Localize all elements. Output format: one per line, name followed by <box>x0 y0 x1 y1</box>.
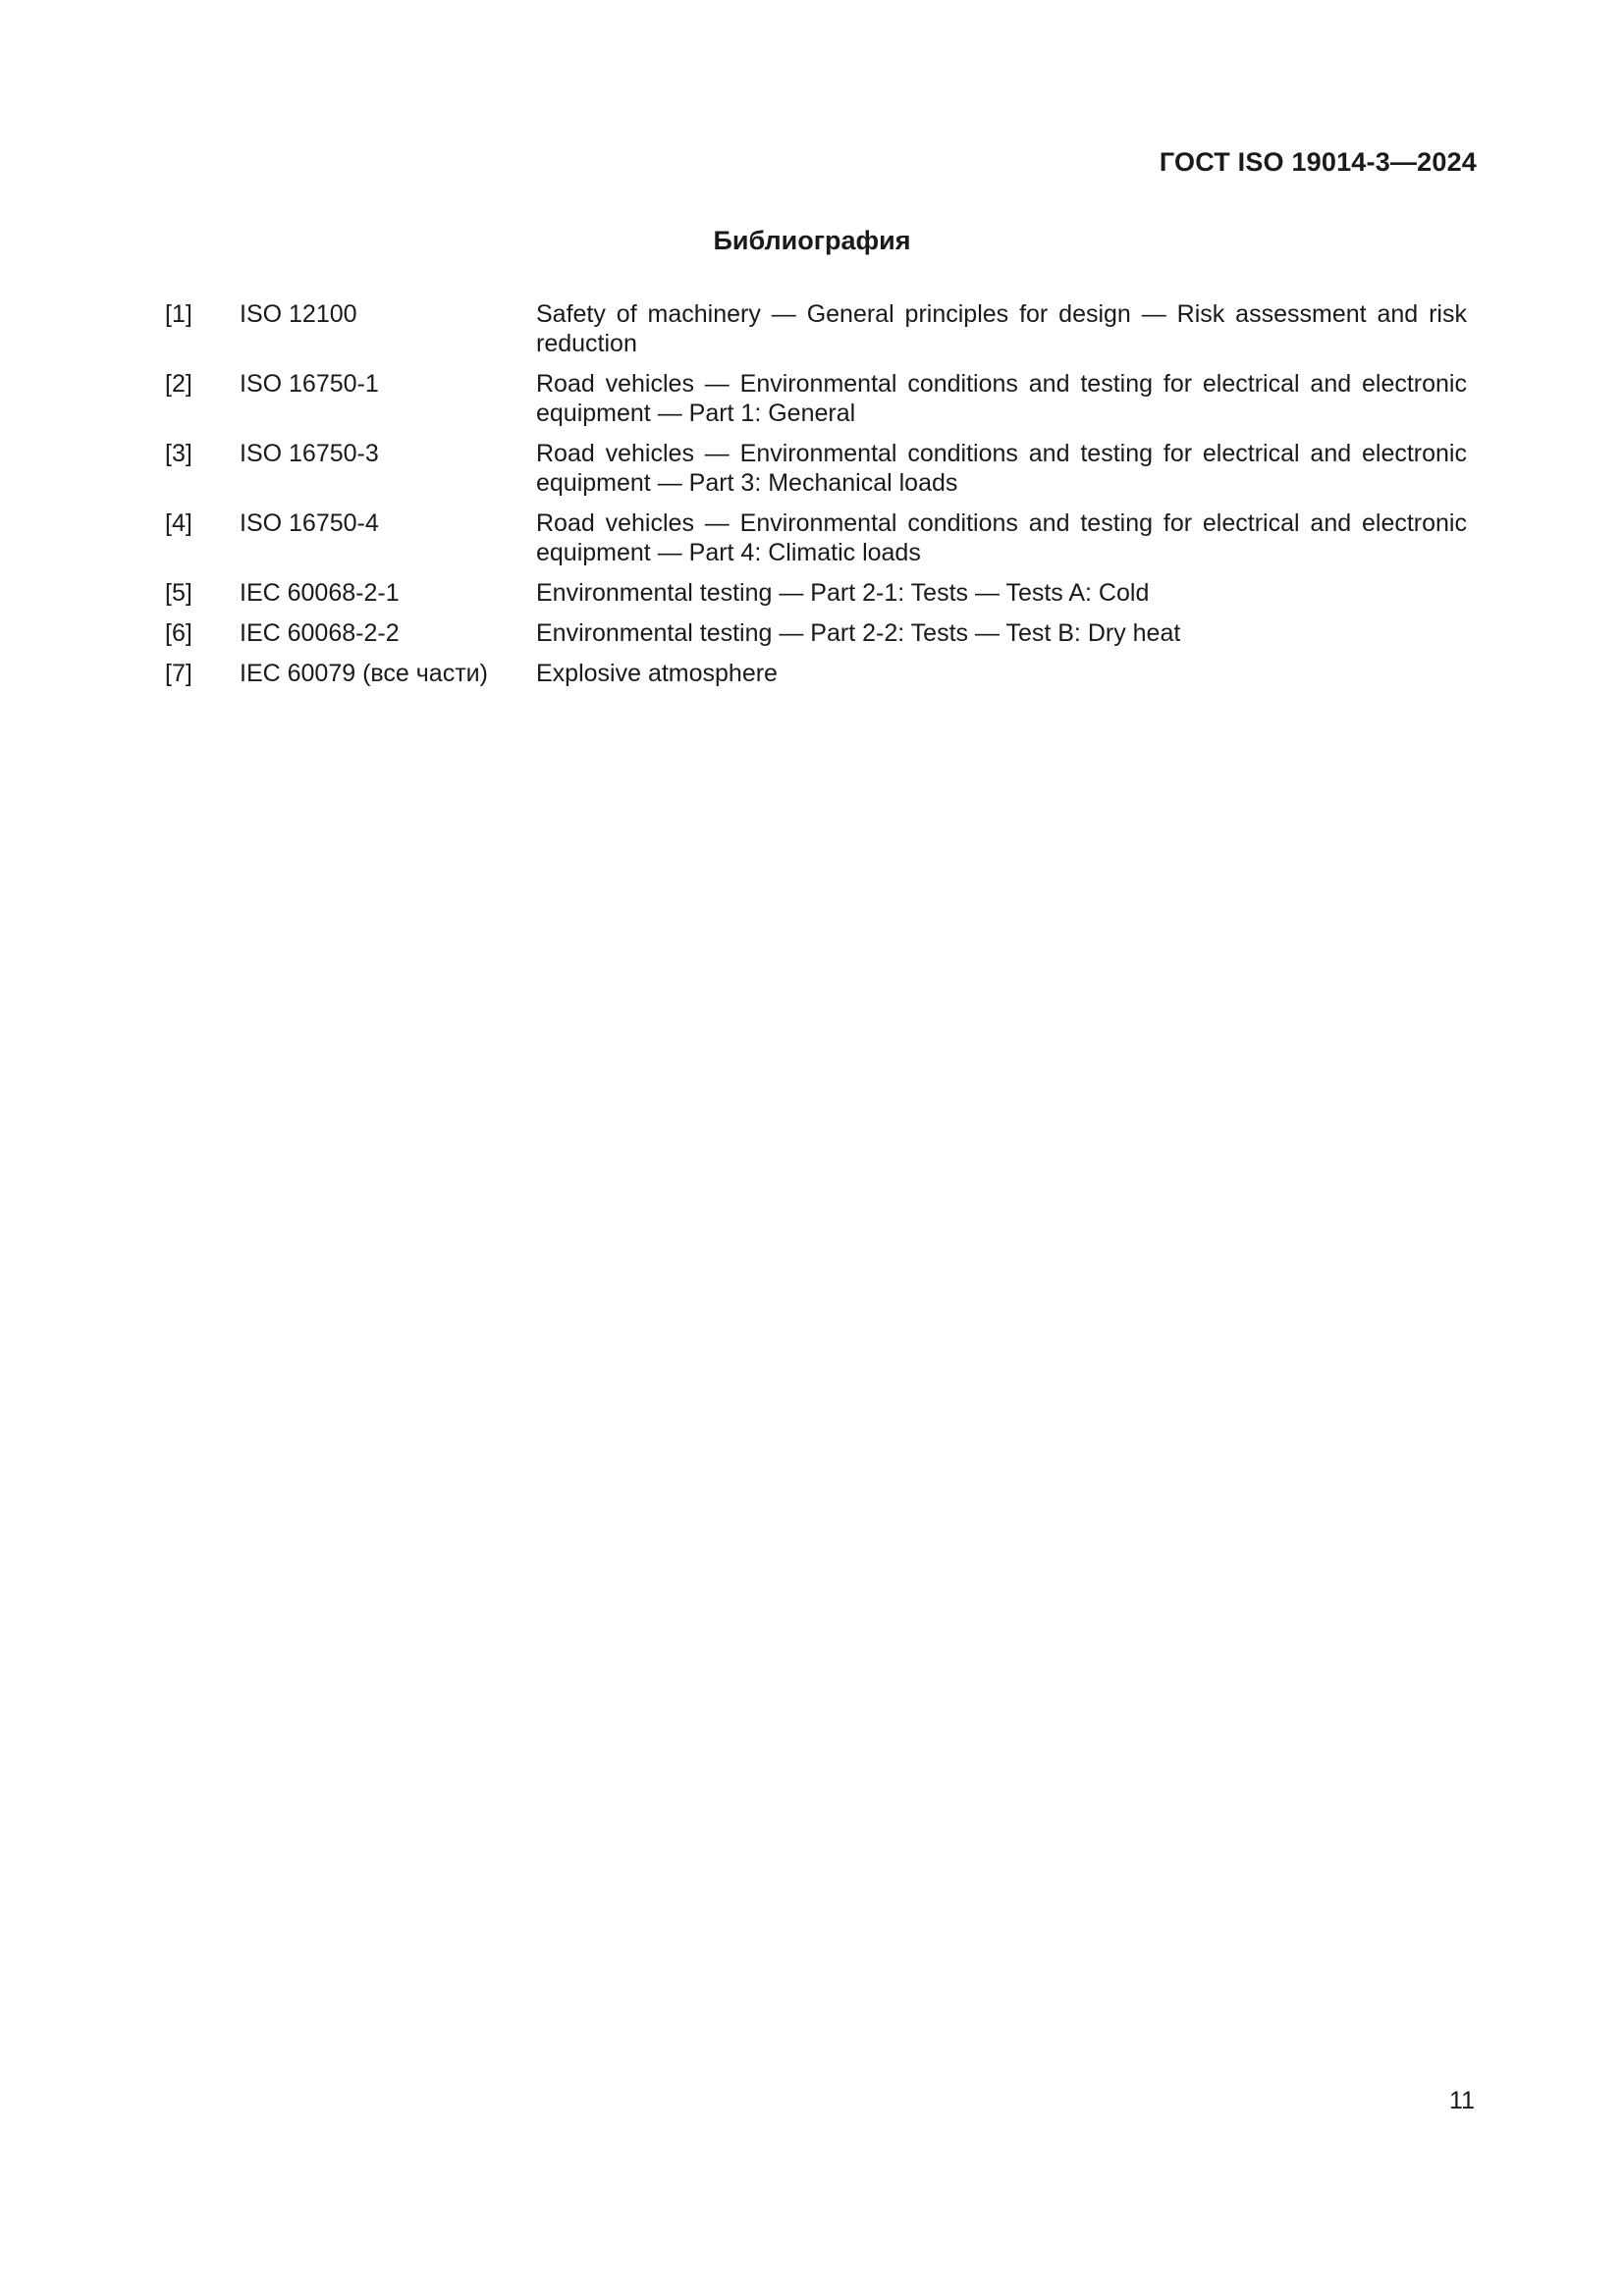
document-code-header: ГОСТ ISO 19014-3—2024 <box>1159 147 1477 177</box>
entry-title: Safety of machinery — General principles for design — Risk assessment and risk reduction <box>536 300 1467 357</box>
entry-reference: ISO 16750-1 <box>240 370 379 398</box>
bibliography-entry <box>165 439 1467 508</box>
entry-number: [4] <box>165 509 192 537</box>
entry-number: [1] <box>165 300 192 328</box>
bibliography-entry <box>165 299 1467 369</box>
entry-reference: IEC 60079 (все части) <box>240 660 488 687</box>
bibliography-title: Библиография <box>713 226 911 255</box>
entry-reference: IEC 60068-2-1 <box>240 579 400 607</box>
bibliography-table <box>165 299 1467 699</box>
entry-title: Road vehicles — Environmental conditions and testing for electrical and electronic equipment — Part 1: General <box>536 370 1467 427</box>
bibliography-entry <box>165 369 1467 439</box>
bibliography-entry <box>165 508 1467 578</box>
entry-number: [5] <box>165 579 192 607</box>
bibliography-entry <box>165 618 1467 659</box>
entry-title: Road vehicles — Environmental conditions and testing for electrical and electronic equipment — Part 4: Climatic loads <box>536 509 1467 566</box>
bibliography-entry <box>165 659 1467 699</box>
entry-number: [3] <box>165 440 192 467</box>
entry-reference: ISO 16750-3 <box>240 440 379 467</box>
bibliography-entry <box>165 578 1467 618</box>
entry-title: Explosive atmosphere <box>536 660 778 687</box>
entry-number: [2] <box>165 370 192 398</box>
entry-title: Environmental testing — Part 2-2: Tests — Test B: Dry heat <box>536 619 1181 647</box>
entry-title: Road vehicles — Environmental conditions and testing for electrical and electronic equipment — Part 3: Mechanical loads <box>536 440 1467 497</box>
entry-title: Environmental testing — Part 2-1: Tests — Tests A: Cold <box>536 579 1150 607</box>
entry-number: [7] <box>165 660 192 687</box>
page-number: 11 <box>1449 2087 1475 2114</box>
entry-reference: ISO 16750-4 <box>240 509 379 537</box>
entry-number: [6] <box>165 619 192 647</box>
entry-reference: IEC 60068-2-2 <box>240 619 400 647</box>
entry-reference: ISO 12100 <box>240 300 357 328</box>
